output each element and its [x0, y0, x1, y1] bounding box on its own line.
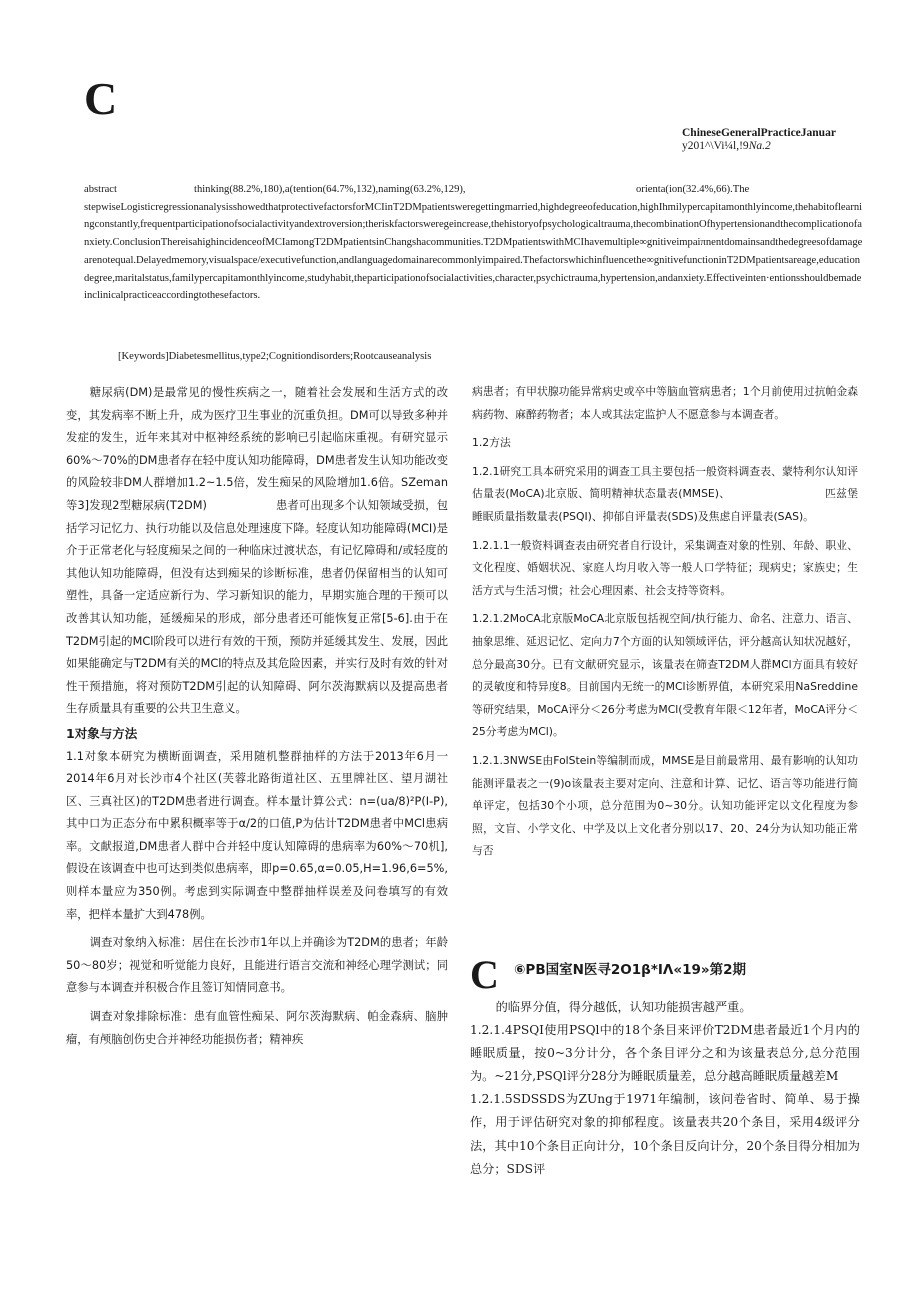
intro-paragraph: 糖尿病(DM)是最常见的慢性疾病之一，随着社会发展和生活方式的改变，其发病率不断上升，成为医疗卫生事业的沉重负担。DM可以导致多种并发症的发生，近年来其对中枢神经系统的影响已引起临床重视。有研究显示60%〜70%的DM患者存在轻中度认知功能障碍，DM患者发生认知功能改变的风险较非DM人群增加1.2~1.5倍，发生痴呆的风险增加1.6倍。SZeman等3]发现2型糖尿病(T2DM) 患者可出现多个认知领域受损，包括学习记忆力、执行功能以及信息处理速度下降。轻度认知功能障碍(MCI)是介于正常老化与轻度痴呆之间的一种临床过渡状态，有记忆障碍和/或轻度的其他认知功能障碍，但没有达到痴呆的诊断标准，患者仍保留相当的认知可塑性，具备一定适应新行为、学习新知识的能力，早期实施合理的干预可以改善其认知功能，延缓痴呆的形成，部分患者还可能恢复正常[5-6].由于在T2DM引起的MCl阶段可以进行有效的干预，预防并延缓其发生、发展，因此如果能确定与T2DM有关的MCl的特点及其危险因素，并实行及时有效的针对性干预措施，将对预防T2DM引起的认知障碍、阿尔茨海默病以及提高患者生存质量具有重要的公共卫生意义。	[66, 386, 448, 716]
general-survey-paragraph: 1.2.1.1一般资料调查表由研究者自行设计，采集调查对象的性别、年龄、职业、文化程度、婚姻状况、家庭人均月收入等一般人口学特征；现病史；家族史；生活方式与生活习惯；社会心理因素、社会支持等资料。	[472, 538, 858, 597]
abstract-row1-b: orienta(ion(32.4%,66).The	[636, 184, 750, 195]
next-page-section	[470, 952, 860, 1181]
subjects-paragraph: 1.1对象本研究为横断面调查，采用随机整群抽样的方法于2013年6月一2014年6月对长沙市4个社区(芙蓉北路街道社区、五里牌社区、望月湖社区、三真社区)的T2DM患者进行调查。样本量计算公式：n=(ua/8)²P(I-P),其中口为正态分布中累积概率等于α/2的口值,P为估计T2DM患者中MCl患病率。文献报道,DM患者人群中合并轻中度认知障碍的患病率为60%〜70机],假设在该调查中也可达到类似患病率，即p=0.65,α=0.05,H=1.96,6=5%,则样本量应为350例。考虑到实际调查中整群抽样误差及问卷填写的有效率，把样本量扩大到478例。	[66, 749, 448, 921]
journal-line1: ChineseGeneralPracticeJanuar	[682, 127, 836, 139]
methods-subheading: 1.2方法	[472, 436, 511, 450]
abstract-label: abstract	[84, 184, 117, 195]
journal-line2: y201^\Vi¼l,!9	[682, 140, 749, 152]
next-page-body	[470, 996, 860, 1181]
psqi-paragraph: 1.2.1.4PSQI使用PSQl中的18个条目来评价T2DM患者最近1个月内的睡眠质量，按0~3分计分，各个条目评分之和为该量表总分,总分范围为。~21分,PSQl评分28分为睡眠质量差，总分越高睡眠质量越差M	[470, 1023, 860, 1084]
exclusion-continued-paragraph: 病患者；有甲状腺功能异常病史或卒中等脑血管病患者；1个月前使用过抗帕金森病药物、麻醉药物者；本人或其法定监护人不愿意参与本调查者。	[472, 385, 858, 421]
sds-paragraph: 1.2.1.5SDSSDS为ZUng于1971年编制，该问卷省时、简单、易于操作，用于评估研究对象的抑郁程度。该量表共20个条目，采用4级评分法，其中10个条目正向计分，10个条目反向计分，20个条目得分相加为总分；SDS评	[470, 1092, 860, 1176]
journal-logo-letter: C	[84, 73, 118, 124]
abstract-row1-a: thinking(88.2%,180),a(tention(64.7%,132),naming(63.2%,129),	[194, 184, 466, 195]
abstract-body: stepwiseLogisticregressionanalysisshowedthatprotectivefactorsforMCIinT2DMpatientsweregettingmarried,highdegreeofeducation,highIhmilypercapitamonthlyincome,thehabitoflearningconstantly,frequentparticipationofsocialactivityandextroversion;theriskfactorsweregeincrease,thehistoryofpsychologicaltrauma,thecombinationOfhypertensionandthecomplicationofanxiety.ConclusionThereisahighincidenceofMCIamongT2DMpatientsinChangshacommunities.T2DMpatientswithMCIhavemultiple∞gnitiveimpaiπnentdomainsandthedegreesofdamagearenotequal.Delayedmemory,visualspace/executivefunction,andlanguagedomainarecommonlyimpaired.Thefactorswhichinfluencethe∞gnitivefunctioninT2DMpatientsareage,educationdegree,maritalstatus,familypercapitamonthlyincome,studyhabit,theparticipationofsocialactivities,character,psychictrauma,hypertension,andanxiety.Effectiveinten·entionsshouldbemadeinclinicalpracticeaccordingtothesefactors.	[84, 201, 863, 302]
running-header-title: ⑥PB国室N医寻2O1β*IΛ«19»第2期	[514, 962, 746, 978]
moca-paragraph: 1.2.1.2MoCA北京版MoCA北京版包括视空间/执行能力、命名、注意力、语言、抽象思维、延迟记忆、定向力7个方面的认知领域评估，评分越高认知状况越好，总分最高30分。已有文献研究显示，该量表在筛查T2DM人群MCl方面具有较好的灵敏度和特异度8。目前国内无统一的MCl诊断界值，本研究采用NaSreddine等研究结果，MoCA评分＜26分考虑为MCl(受教育年限＜12年者，MoCA评分＜25分考虑为MCl)。	[472, 612, 858, 739]
inclusion-criteria-paragraph: 调查对象纳入标准：居住在长沙市1年以上并确诊为T2DM的患者；年龄50〜80岁；视觉和听觉能力良好，且能进行语言交流和神经心理学测试；同意参与本调查并积极合作且签订知情同意书。	[66, 936, 448, 995]
journal-logo-letter-small: C	[470, 952, 499, 997]
abstract-first-row	[84, 181, 864, 199]
left-column	[66, 382, 448, 1051]
journal-citation	[682, 127, 872, 153]
exclusion-criteria-paragraph: 调查对象排除标准：患有血管性痴呆、阿尔茨海默病、帕金森病、脑肿瘤，有颅脑创伤史合并神经功能损伤者；精神疾	[66, 1010, 448, 1046]
tools-paragraph: 1.2.1研究工具本研究采用的调查工具主要包括一般资料调查表、蒙特利尔认知评估量表(MoCA)北京版、简明精神状态量表(MMSE)、 匹兹堡睡眠质量指数量表(PSQI)、抑郁自评量表(SDS)及焦虑自评量表(SAS)。	[472, 464, 858, 523]
journal-issue: Na.2	[748, 140, 771, 152]
right-column	[472, 381, 858, 863]
keywords: [Keywords]Diabetesmellitus,type2;Cognitiondisorders;Rootcauseanalysis	[118, 351, 432, 362]
cutoff-paragraph: 的临界分值，得分越低，认知功能损害越严重。	[495, 1000, 752, 1014]
section-heading-methods: 1对象与方法	[66, 725, 138, 741]
english-abstract	[84, 181, 864, 305]
mmse-paragraph: 1.2.1.3NWSE由FolStein等编制而成，MMSE是目前最常用、最有影响的认知功能测评量表之一(9)o该量表主要对定向、注意和计算、记忆、语言等功能进行简单评定，包括30个小项，总分范围为0~30分。认知功能评定以文化程度为参照，文盲、小学文化、中学及以上文化者分别以17、20、24分为认知功能正常与否	[472, 753, 858, 858]
next-page-header	[470, 952, 860, 997]
